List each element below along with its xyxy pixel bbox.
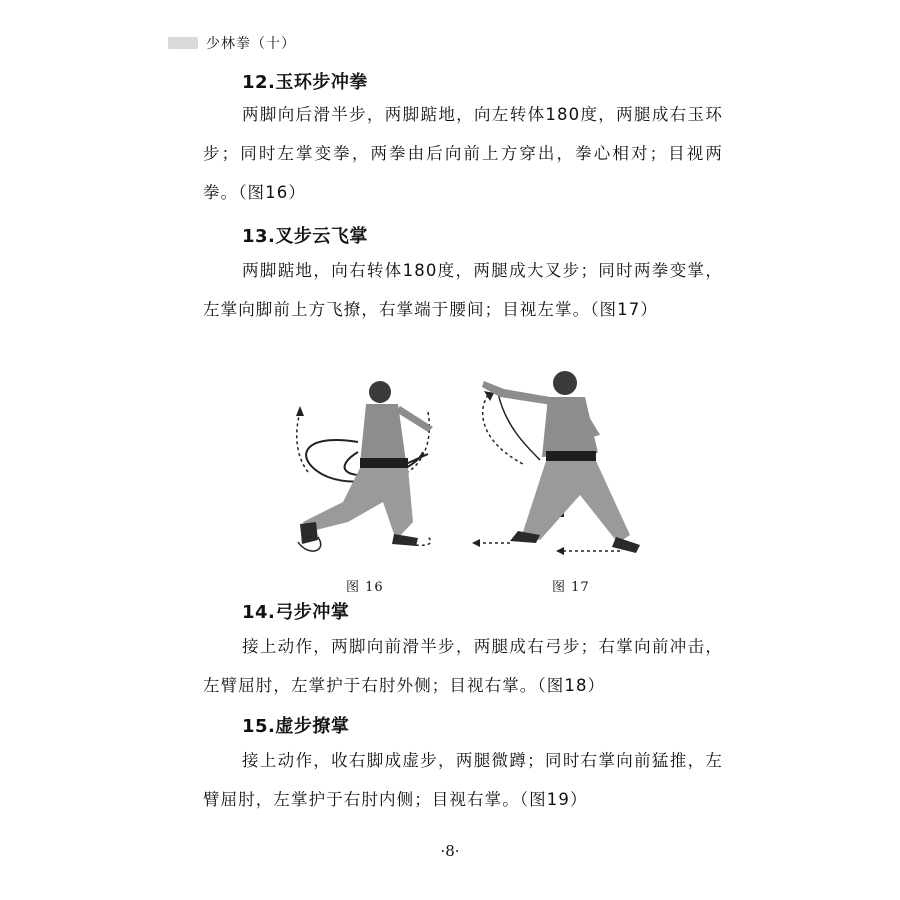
section-body-14: 接上动作，两脚向前滑半步，两腿成右弓步；右掌向前冲击，左臂屈肘，左掌护于右肘外侧；目视右掌。（图18） — [203, 637, 723, 695]
section-title-15: 15.虚步撩掌 — [242, 716, 350, 737]
figure-17-caption: 图 17 — [552, 580, 590, 595]
section-title-13: 13.叉步云飞掌 — [242, 226, 368, 247]
section-body-15: 接上动作，收右脚成虚步，两腿微蹲；同时右掌向前猛推，左臂屈肘，左掌护于右肘内侧；目视右掌。（图19） — [203, 751, 723, 809]
page-number: ·8· — [440, 842, 460, 860]
section-body-13: 两脚踮地，向右转体180度，两腿成大叉步；同时两拳变掌，左掌向脚前上方飞撩，右掌端于腰间；目视左掌。（图17） — [203, 261, 723, 319]
figure-16-caption: 图 16 — [346, 580, 384, 595]
figure-17-photo — [470, 365, 650, 565]
section-title-12: 12.玉环步冲拳 — [242, 72, 368, 93]
running-head — [168, 34, 296, 52]
series-logo — [168, 37, 198, 49]
figure-16-photo — [288, 372, 448, 568]
section-title-14: 14.弓步冲掌 — [242, 602, 350, 623]
section-body-12: 两脚向后滑半步，两脚踮地，向左转体180度，两腿成右玉环步；同时左掌变拳，两拳由后向前上方穿出，拳心相对；目视两拳。（图16） — [203, 105, 723, 202]
running-title: 少林拳（十） — [206, 36, 296, 52]
